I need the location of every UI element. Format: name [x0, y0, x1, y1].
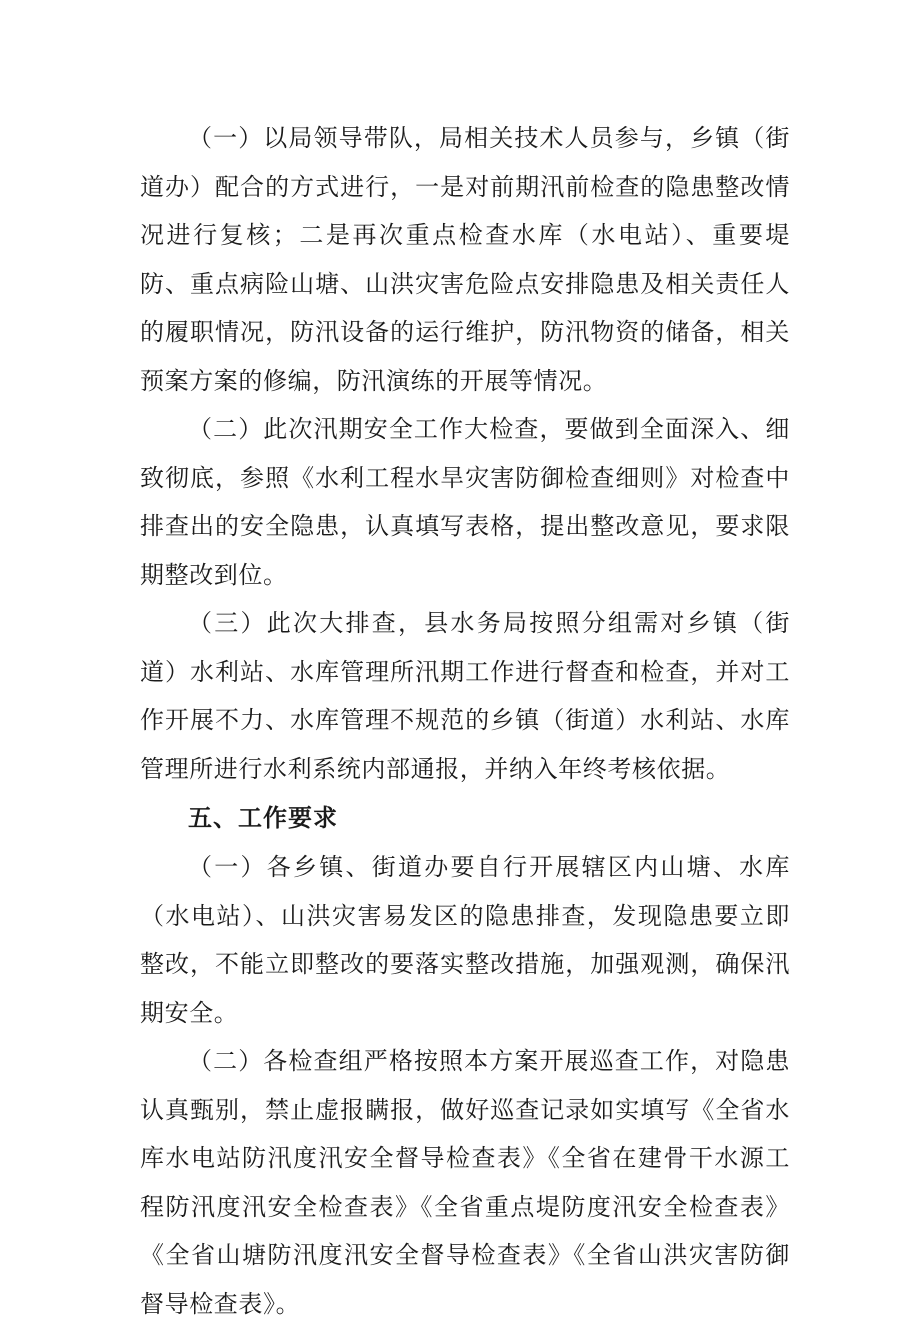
- paragraph-inspection-thoroughness: （二）此次汛期安全工作大检查，要做到全面深入、细致彻底，参照《水利工程水旱灾害防御检查细则》对检查中排查出的安全隐患，认真填写表格，提出整改意见，要求限期整改到位。: [140, 415, 790, 589]
- section-heading-work-requirements: 五、工作要求: [188, 804, 338, 832]
- paragraph-inspection-method: （一）以局领导带队，局相关技术人员参与，乡镇（街道办）配合的方式进行，一是对前期汛前检查的隐患整改情况进行复核；二是再次重点检查水库（水电站）、重要堤防、重点病险山塘、山洪灾害危险点安排隐患及相关责任人的履职情况，防汛设备的运行维护，防汛物资的储备，相关预案方案的修编，防汛演练的开展等情况。: [140, 124, 790, 395]
- paragraph-requirement-self-check: （一）各乡镇、街道办要自行开展辖区内山塘、水库（水电站）、山洪灾害易发区的隐患排查，发现隐患要立即整改，不能立即整改的要落实整改措施，加强观测，确保汛期安全。: [140, 853, 790, 1027]
- paragraph-supervision-notice: （三）此次大排查，县水务局按照分组需对乡镇（街道）水利站、水库管理所汛期工作进行督查和检查，并对工作开展不力、水库管理不规范的乡镇（街道）水利站、水库管理所进行水利系统内部通报，并纳入年终考核依据。: [140, 609, 790, 783]
- document-body: [140, 114, 790, 1328]
- paragraph-requirement-patrol: （二）各检查组严格按照本方案开展巡查工作，对隐患认真甄别，禁止虚报瞒报，做好巡查记录如实填写《全省水库水电站防汛度汛安全督导检查表》《全省在建骨干水源工程防汛度汛安全检查表》《全省重点堤防度汛安全检查表》《全省山塘防汛度汛安全督导检查表》《全省山洪灾害防御督导检查表》。: [140, 1047, 790, 1318]
